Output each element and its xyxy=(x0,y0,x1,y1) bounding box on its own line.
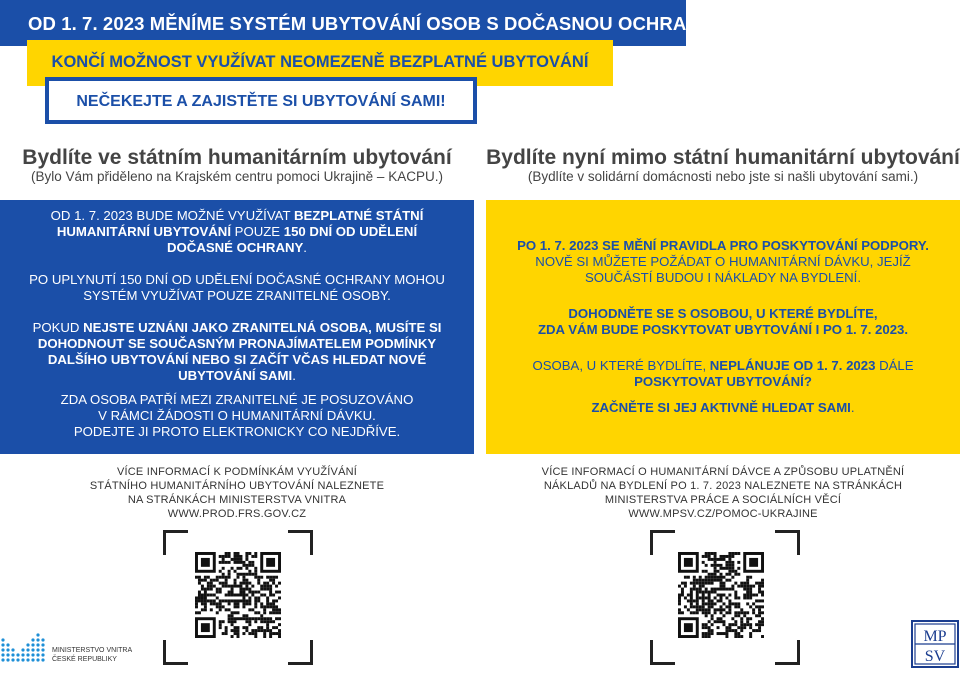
right-qr-frame xyxy=(650,530,800,665)
left-paragraph-1: OD 1. 7. 2023 BUDE MOŽNÉ VYUŽÍVAT BEZPLATNÉ STÁTNÍ HUMANITÁRNÍ UBYTOVÁNÍ POUZE 150 DNÍ OD UDĚLENÍ DOČASNÉ OCHRANY. xyxy=(50,208,424,255)
left-column-title: Bydlíte ve státním humanitárním ubytování xyxy=(22,146,452,169)
right-info-box xyxy=(486,200,960,454)
right-paragraph-2: DOHODNĚTE SE S OSOBOU, U KTERÉ BYDLÍTE, ZDA VÁM BUDE POSKYTOVAT UBYTOVÁNÍ I PO 1. 7. 2023. xyxy=(537,306,909,337)
right-column-title: Bydlíte nyní mimo státní humanitární ubytování xyxy=(486,146,960,169)
left-paragraph-3: POKUD NEJSTE UZNÁNI JAKO ZRANITELNÁ OSOBA, MUSÍTE SI DOHODNOUT SE SOUČASNÝM PRONAJÍMATELEM PODMÍNKY DALŠÍHO UBYTOVÁNÍ NEBO SI ZAČÍT VČAS HLEDAT NOVÉ UBYTOVÁNÍ SAMI. xyxy=(32,320,442,383)
left-paragraph-4: ZDA OSOBA PATŘÍ MEZI ZRANITELNÉ JE POSUZOVÁNO V RÁMCI ŽÁDOSTI O HUMANITÁRNÍ DÁVKU. PODEJTE JI PROTO ELEKTRONICKY CO NEJDŘÍVE. xyxy=(60,392,414,439)
left-more-info: VÍCE INFORMACÍ K PODMÍNKÁM VYUŽÍVÁNÍ STÁTNÍHO HUMANITÁRNÍHO UBYTOVÁNÍ NALEZNETE NA STRÁNKÁCH MINISTERSTVA VNITRA WWW.PROD.FRS.GOV.CZ xyxy=(0,465,474,521)
left-column-subtitle: (Bylo Vám přiděleno na Krajském centru pomoci Ukrajině – KACPU.) xyxy=(31,169,443,184)
frame-corner xyxy=(775,530,800,555)
right-column-subtitle: (Bydlíte v solidární domácnosti nebo jste si našli ubytování sami.) xyxy=(527,169,919,184)
right-paragraph-3: OSOBA, U KTERÉ BYDLÍTE, NEPLÁNUJE OD 1. 7. 2023 DÁLE POSKYTOVAT UBYTOVÁNÍ? xyxy=(532,358,914,389)
ministry-interior-emblem-icon xyxy=(0,630,46,668)
svg-text:MP: MP xyxy=(923,628,947,645)
svg-text:SV: SV xyxy=(924,648,946,665)
frame-corner xyxy=(163,640,188,665)
mpsv-emblem-icon xyxy=(911,620,959,668)
frame-corner xyxy=(288,640,313,665)
left-qr-code[interactable] xyxy=(195,552,281,638)
left-info-box xyxy=(0,200,474,454)
right-more-info: VÍCE INFORMACÍ O HUMANITÁRNÍ DÁVCE A ZPŮSOBU UPLATNĚNÍ NÁKLADŮ NA BYDLENÍ PO 1. 7. 2023 NALEZNETE NA STRÁNKÁCH MINISTERSTVA PRÁCE A SOCIÁLNÍCH VĚCÍ WWW.MPSV.CZ/POMOC-UKRAJINE xyxy=(486,465,960,521)
frame-corner xyxy=(650,530,675,555)
right-paragraph-4: ZAČNĚTE SI JEJ AKTIVNĚ HLEDAT SAMI. xyxy=(591,400,855,415)
frame-corner xyxy=(288,530,313,555)
ministry-interior-logo xyxy=(0,630,133,668)
frame-corner xyxy=(650,640,675,665)
right-info-url[interactable]: WWW.MPSV.CZ/POMOC-UKRAJINE xyxy=(628,508,818,520)
header-callout: NEČEKEJTE A ZAJISTĚTE SI UBYTOVÁNÍ SAMI! xyxy=(76,93,446,110)
frame-corner xyxy=(163,530,188,555)
right-paragraph-1: PO 1. 7. 2023 SE MĚNÍ PRAVIDLA PRO POSKYTOVÁNÍ PODPORY. NOVĚ SI MŮŽETE POŽÁDAT O HUMANITÁRNÍ DÁVKU, JEJÍŽ SOUČÁSTÍ BUDOU I NÁKLADY NA BYDLENÍ. xyxy=(517,238,929,285)
right-qr-code[interactable] xyxy=(678,552,764,638)
frame-corner xyxy=(775,640,800,665)
header-title: OD 1. 7. 2023 MĚNÍME SYSTÉM UBYTOVÁNÍ OSOB S DOČASNOU OCHRANOU xyxy=(28,13,728,34)
mpsv-logo xyxy=(911,620,959,668)
left-qr-frame xyxy=(163,530,313,665)
ministry-interior-name: MINISTERSTVO VNITRA ČESKÉ REPUBLIKY xyxy=(52,647,133,663)
header-banner-outlined xyxy=(45,77,477,124)
left-info-url[interactable]: WWW.PROD.FRS.GOV.CZ xyxy=(167,508,307,520)
left-paragraph-2: PO UPLYNUTÍ 150 DNÍ OD UDĚLENÍ DOČASNÉ OCHRANY MOHOU SYSTÉM VYUŽÍVAT POUZE ZRANITELNÉ OSOBY. xyxy=(29,272,445,303)
header-subtitle: KONČÍ MOŽNOST VYUŽÍVAT NEOMEZENĚ BEZPLATNÉ UBYTOVÁNÍ xyxy=(51,53,589,71)
